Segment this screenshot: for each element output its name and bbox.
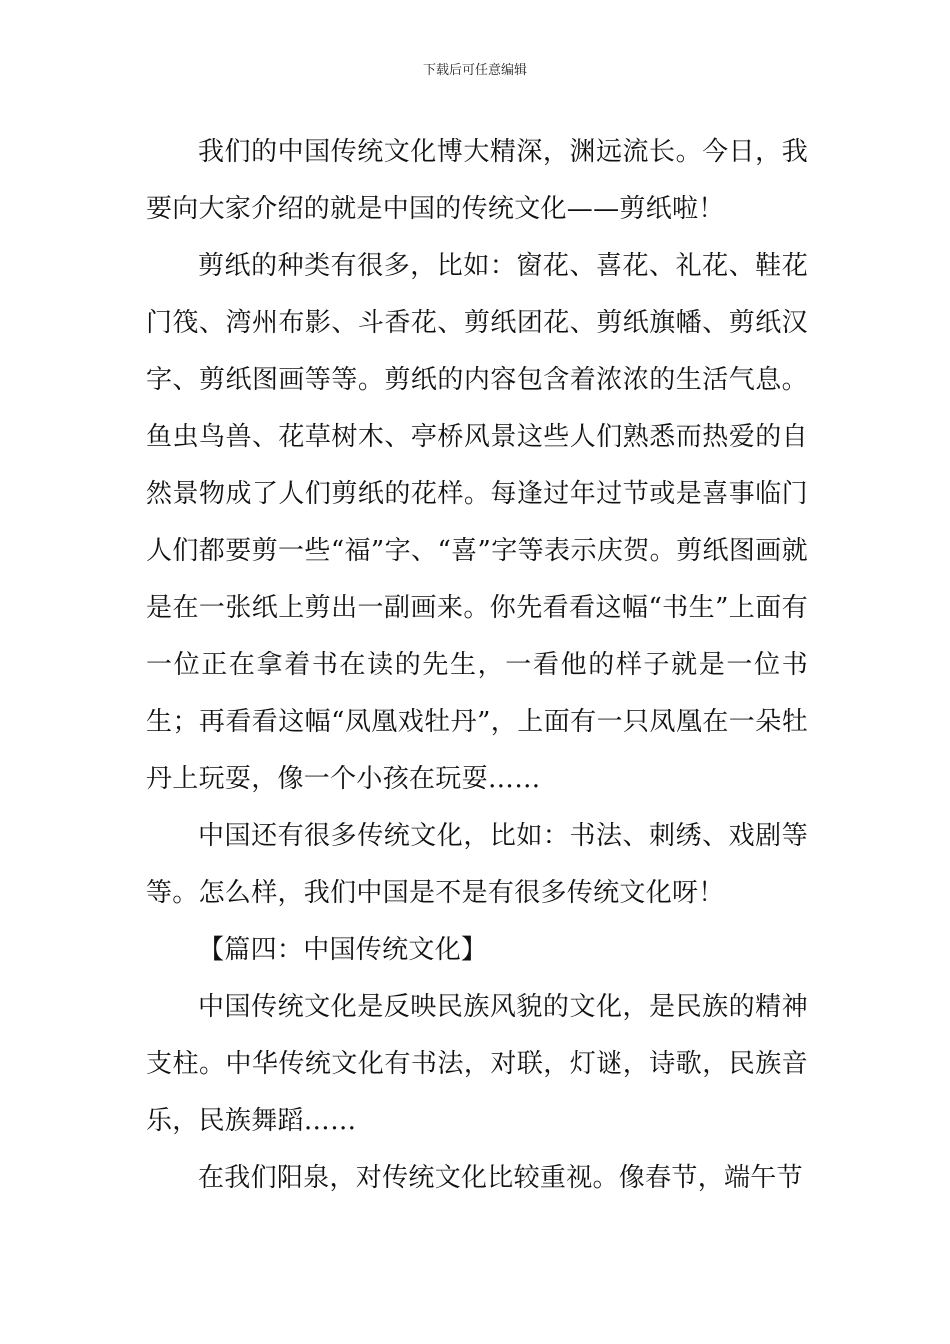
document-body (146, 124, 808, 1207)
paragraph-yangquan: 在我们阳泉，对传统文化比较重视。像春节，端午节 (198, 1163, 803, 1193)
section-heading: 【篇四：中国传统文化】 (198, 935, 488, 965)
paragraph-culture-definition: 中国传统文化是反映民族风貌的文化，是民族的精神支柱。中华传统文化有书法，对联，灯谜，诗歌，民族音乐，民族舞蹈…… (146, 992, 808, 1136)
paragraph-intro: 我们的中国传统文化博大精深，渊远流长。今日，我要向大家介绍的就是中国的传统文化——剪纸啦！ (146, 137, 808, 224)
page-header: 下载后可任意编辑 (422, 63, 527, 78)
paragraph-more-culture: 中国还有很多传统文化，比如：书法、刺绣、戏剧等等。怎么样，我们中国是不是有很多传统文化呀！ (146, 821, 808, 908)
paragraph-paper-cutting-types: 剪纸的种类有很多，比如：窗花、喜花、礼花、鞋花门筏、湾州布影、斗香花、剪纸团花、剪纸旗幡、剪纸汉字、剪纸图画等等。剪纸的内容包含着浓浓的生活气息。鱼虫鸟兽、花草树木、亭桥风景这些人们熟悉而热爱的自然景物成了人们剪纸的花样。每逢过年过节或是喜事临门人们都要剪一些“福”字、“喜”字等表示庆贺。剪纸图画就是在一张纸上剪出一副画来。你先看看这幅“书生”上面有一位正在拿着书在读的先生，一看他的样子就是一位书生；再看看这幅“凤凰戏牡丹”，上面有一只凤凰在一朵牡丹上玩耍，像一个小孩在玩耍…… (146, 251, 808, 794)
